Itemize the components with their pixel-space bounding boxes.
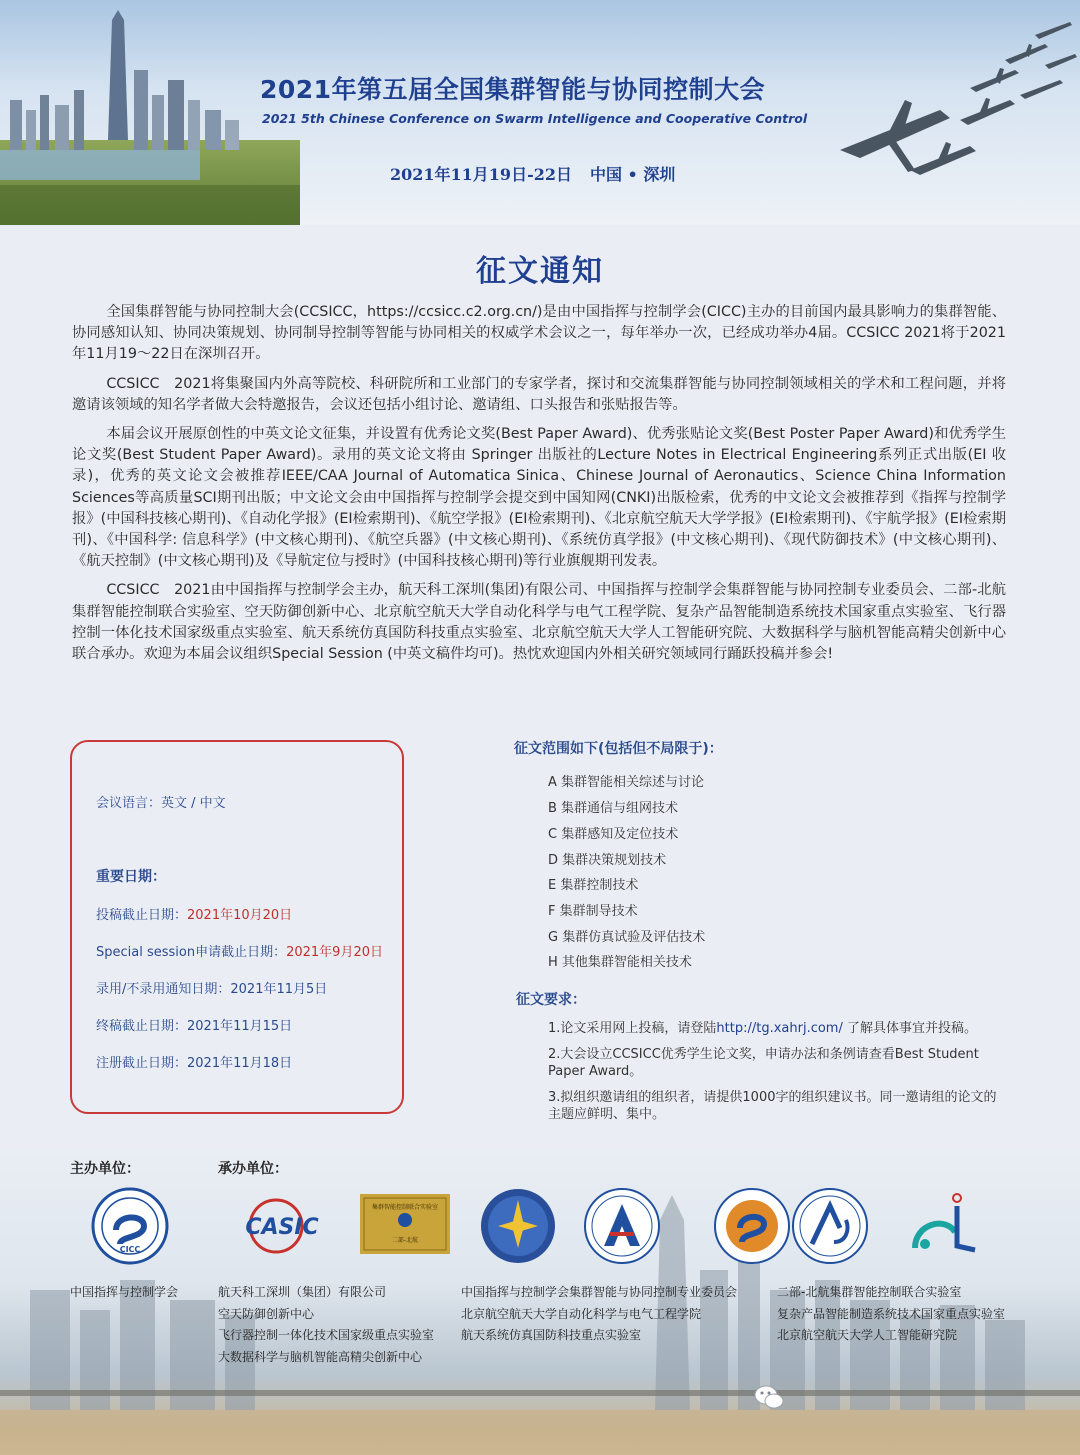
language-label: 会议语言： <box>96 796 162 811</box>
topic-item: B 集群通信与组网技术 <box>548 801 679 816</box>
topic-item: G 集群仿真试验及评估技术 <box>548 930 706 945</box>
organizer-name: 中国指挥与控制学会集群智能与协同控制专业委员会 <box>461 1285 738 1299</box>
date-value: 2021年11月5日 <box>230 982 328 997</box>
topic-item: C 集群感知及定位技术 <box>548 827 679 842</box>
date-value: 2021年11月15日 <box>187 1019 293 1034</box>
cicc-logo-text: CICC <box>119 1245 141 1254</box>
date-value: 2021年10月20日 <box>187 908 293 923</box>
requirement-item: 3.拟组织邀请组的组织者，请提供1000字的组织建议书。同一邀请组的论文的主题应鲜明、集中。 <box>548 1090 997 1122</box>
important-dates-box <box>70 740 404 1114</box>
conference-title-cn: 2021年第五届全国集群智能与协同控制大会 <box>260 75 766 104</box>
wechat-icon <box>752 1380 786 1414</box>
conference-date: 2021年11月19日-22日 <box>390 165 572 184</box>
date-value: 2021年11月18日 <box>187 1056 293 1071</box>
date-value: 2021年9月20日 <box>286 945 383 960</box>
city-skyline-image <box>0 0 300 225</box>
organizer-name: 飞行器控制一体化技术国家级重点实验室 <box>218 1328 435 1342</box>
organizer-name: 航天科工深圳（集团）有限公司 <box>218 1285 387 1299</box>
conference-place: 中国 • 深圳 <box>589 165 676 184</box>
date-label: Special session申请截止日期： <box>96 945 287 960</box>
page-title: 征文通知 <box>476 254 604 289</box>
scope-paragraph: CCSICC 2021将集聚国内外高等院校、科研院所和工业部门的专家学者，探讨和交流集群智能与协同控制领域相关的学术和工程问题，并将邀请该领域的知名学者做大会特邀报告，会议还包括小组讨论、邀请组、口头报告和张贴报告等。 <box>72 375 1006 413</box>
topics-heading: 征文范围如下(包括但不局限于)： <box>514 741 723 757</box>
host-org-name: 中国指挥与控制学会 <box>70 1285 179 1299</box>
organizer-name: 空天防御创新中心 <box>218 1306 315 1321</box>
swarm-committee-logo <box>478 1186 558 1266</box>
submission-link[interactable]: http://tg.xahrj.com/ <box>716 1021 843 1036</box>
cicc-logo <box>90 1186 170 1266</box>
topic-item: D 集群决策规划技术 <box>548 853 667 868</box>
requirements-heading: 征文要求： <box>516 992 586 1008</box>
conference-language <box>96 792 226 811</box>
requirement-item: 2.大会设立CCSICC优秀学生论文奖，申请办法和条例请查看Best Student Paper Award。 <box>548 1047 979 1079</box>
host-heading: 主办单位： <box>70 1161 140 1177</box>
date-row <box>96 941 383 960</box>
joint-lab-logo-sub: 二部-北航 <box>391 1237 419 1244</box>
organizer-name: 复杂产品智能制造系统技术国家重点实验室 <box>777 1306 1006 1321</box>
organizer-name: 北京航空航天大学人工智能研究院 <box>777 1328 958 1342</box>
conference-title-en: 2021 5th Chinese Conference on Swarm Intelligence and Cooperative Control <box>262 111 808 126</box>
jet-formation-image <box>820 0 1080 225</box>
organizer-name: 大数据科学与脑机智能高精尖创新中心 <box>218 1349 423 1364</box>
call-for-papers-body <box>72 302 1006 673</box>
date-row <box>96 1052 292 1071</box>
requirement-text: 了解具体事宜并投稿。 <box>842 1021 977 1036</box>
manufacturing-lab-logo <box>712 1186 792 1266</box>
casic-logo <box>232 1186 332 1266</box>
organizers-paragraph: CCSICC 2021由中国指挥与控制学会主办，航天科工深圳(集团)有限公司、中国指挥与控制学会集群智能与协同控制专业委员会、二部-北航集群智能控制联合实验室、空天防御创新中心、北京航空航天大学自动化科学与电气工程学院、复杂产品智能制造系统技术国家重点实验室、飞行器控制一体化技术国家级重点实验室、航天系统仿真国防科技重点实验室、北京航空航天大学人工智能研究院、大数据科学与脑机智能高精尖创新中心联合承办。欢迎为本届会议组织Special Session (中英文稿件均可)。热忱欢迎国内外相关研究领域同行踊跃投稿并参会! <box>72 582 1006 663</box>
date-row <box>96 904 292 923</box>
organizer-name: 航天系统仿真国防科技重点实验室 <box>461 1328 642 1342</box>
requirement-text: 1.论文采用网上投稿，请登陆 <box>548 1021 717 1036</box>
control-lab-logo <box>905 1186 985 1266</box>
date-row <box>96 1015 292 1034</box>
ai-institute-logo <box>790 1186 870 1266</box>
organizer-column-1 <box>218 1282 434 1368</box>
date-label: 注册截止日期： <box>96 1056 188 1071</box>
joint-lab-logo <box>360 1194 450 1254</box>
language-value: 英文 / 中文 <box>161 796 226 811</box>
header-banner <box>0 0 1080 225</box>
date-label: 终稿截止日期： <box>96 1019 188 1034</box>
organizer-name: 二部-北航集群智能控制联合实验室 <box>777 1285 962 1299</box>
intro-paragraph: 全国集群智能与协同控制大会(CCSICC，https://ccsicc.c2.org.cn/)是由中国指挥与控制学会(CICC)主办的目前国内最具影响力的集群智能、协同感知认知、协同决策规划、协同制导控制等智能与协同相关的权威学术会议之一，每年举办一次，已经成功举办4届。CCSICC 2021将于2021年11月19～22日在深圳召开。 <box>72 304 1006 363</box>
date-label: 投稿截止日期： <box>96 908 188 923</box>
date-label: 录用/不录用通知日期： <box>96 982 231 997</box>
topic-item: A 集群智能相关综述与讨论 <box>548 775 705 790</box>
topic-item: F 集群制导技术 <box>548 904 638 919</box>
important-dates-heading: 重要日期： <box>96 869 166 885</box>
organizer-heading: 承办单位： <box>218 1161 288 1177</box>
topic-item: H 其他集群智能相关技术 <box>548 955 692 970</box>
organizer-column-3 <box>777 1282 1005 1347</box>
publication-paragraph: 本届会议开展原创性的中英文论文征集，并设置有优秀论文奖(Best Paper Award)、优秀张贴论文奖(Best Poster Paper Award)和优秀学生论文奖(Best Student Paper Award)。录用的英文论文将由 Springer 出版社的Lecture Notes in Electrical Engineering系列正式出版(EI 收录)，优秀的英文论文会被推荐IEEE/CAA Journal of Automatica Sinica、Chinese Journal of Aeronautics、Science China Information Sciences等高质量SCI期刊出版；中文论文会由中国指挥与控制学会提交到中国知网(CNKI)出版检索，优秀的中文论文会被推荐到《指挥与控制学报》(中国科技核心期刊)、《自动化学报》(EI检索期刊)、《航空学报》(EI检索期刊)、《北京航空航天大学学报》(EI检索期刊)、《宇航学报》(EI检索期刊)、《中国科学: 信息科学》(中文核心期刊)、《航空兵器》(中文核心期刊)、《系统仿真学报》(中文核心期刊)、《现代防御技术》(中文核心期刊)、《航天控制》(中文核心期刊)及《导航定位与授时》(中国科技核心期刊)等行业旗舰期刊发表。 <box>72 426 1006 570</box>
casic-logo-text: CASIC <box>245 1215 319 1240</box>
organizer-name: 北京航空航天大学自动化科学与电气工程学院 <box>461 1306 702 1321</box>
organizer-column-2 <box>461 1282 737 1347</box>
joint-lab-logo-text: 集群智能控制联合实验室 <box>371 1204 439 1211</box>
conference-date-place <box>390 162 675 185</box>
topic-item: E 集群控制技术 <box>548 878 639 893</box>
buaa-automation-logo <box>582 1186 662 1266</box>
requirement-item <box>548 1020 1008 1037</box>
date-row <box>96 978 327 997</box>
